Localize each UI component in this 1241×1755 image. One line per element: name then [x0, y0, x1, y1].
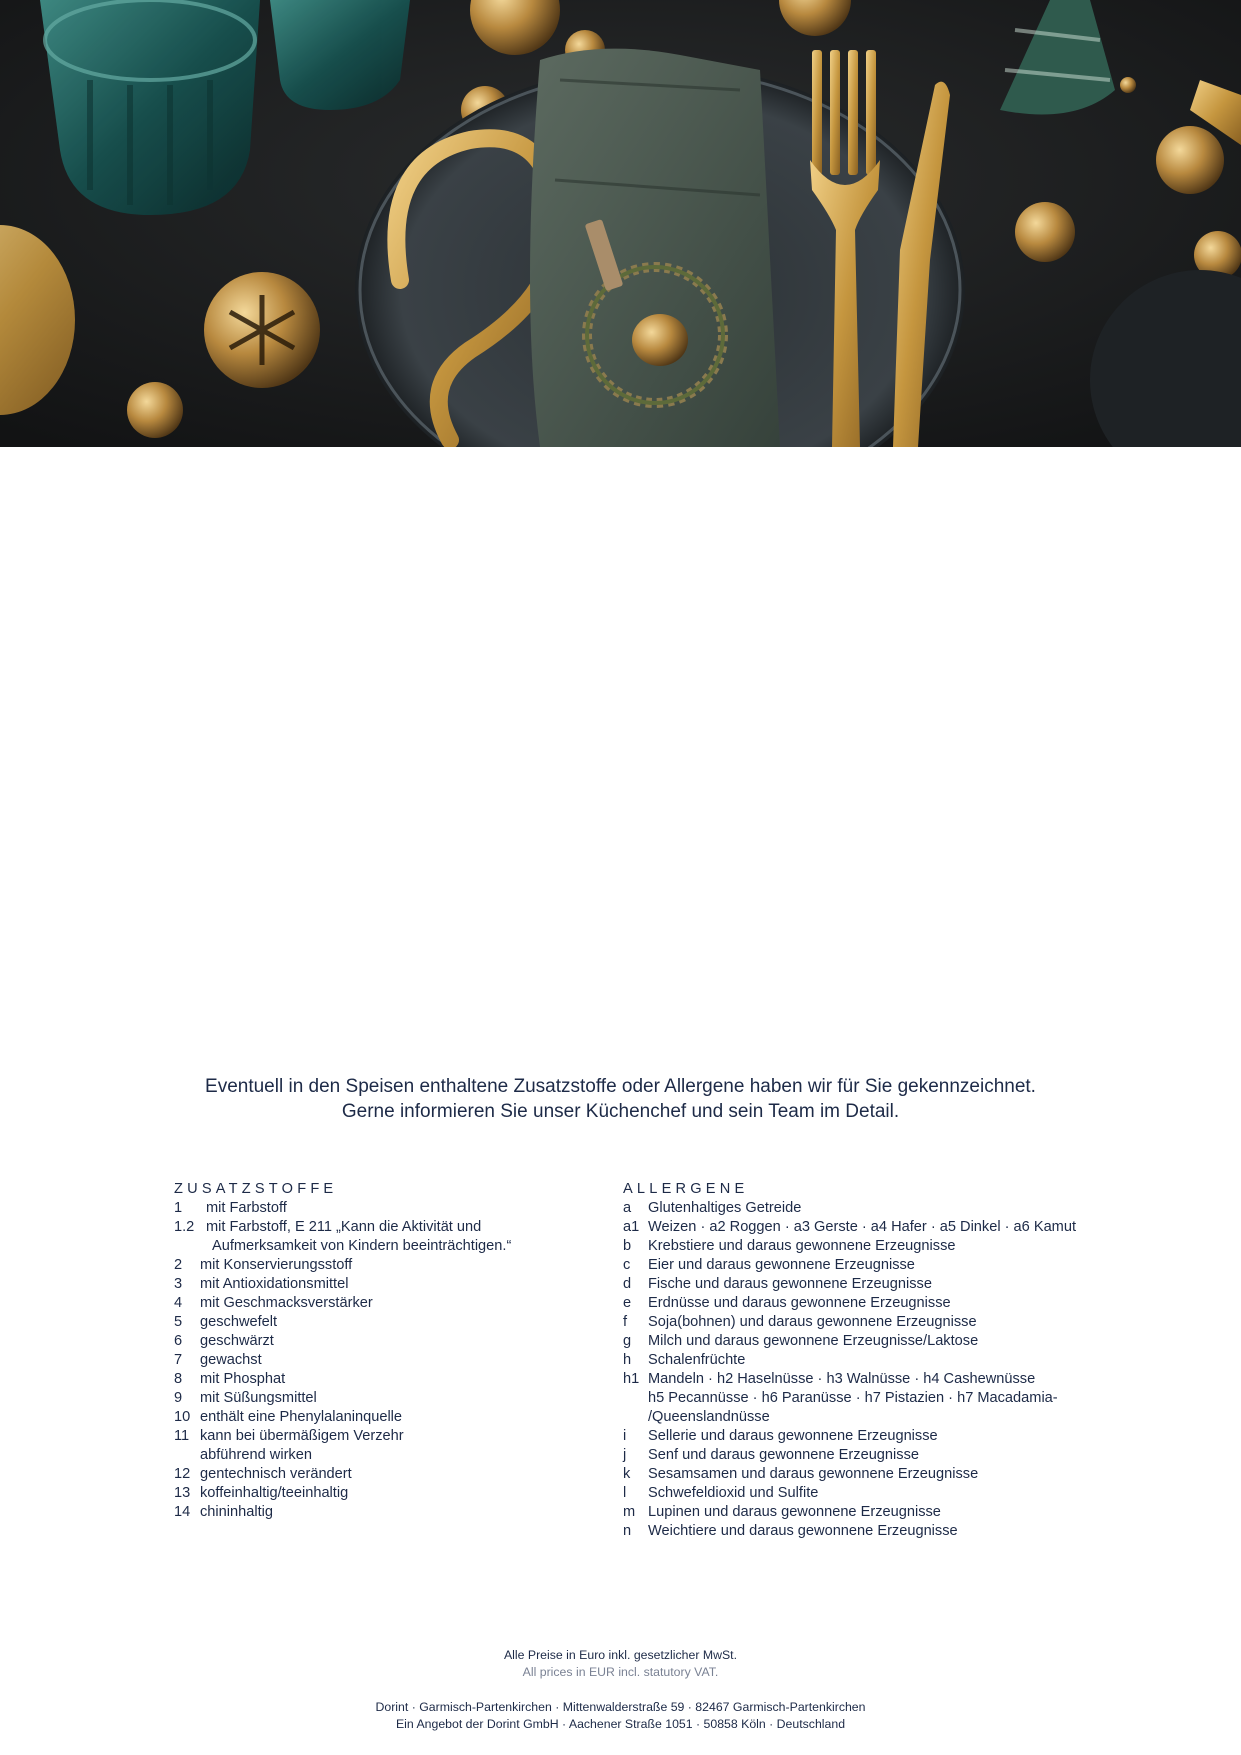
table-setting-illustration — [0, 0, 1241, 447]
item-text: Fische und daraus gewonnene Erzeugnisse — [648, 1276, 932, 1292]
item-text: Eier und daraus gewonnene Erzeugnisse — [648, 1257, 915, 1273]
item-text: mit Süßungsmittel — [200, 1390, 317, 1406]
item-text: chininhaltig — [200, 1504, 274, 1520]
item-code: j — [623, 1447, 627, 1463]
list-item — [623, 1332, 1093, 1351]
zusatzstoffe-list — [174, 1180, 604, 1522]
item-text: mit Antioxidationsmittel — [200, 1276, 349, 1292]
item-code: 10 — [174, 1409, 191, 1425]
item-text: Aufmerksamkeit von Kindern beeinträchtigen.“ — [212, 1238, 512, 1254]
item-text: gewachst — [200, 1352, 262, 1368]
list-item — [174, 1389, 604, 1408]
list-item — [174, 1370, 604, 1389]
item-text: Mandeln · h2 Haselnüsse · h3 Walnüsse · h4 Cashewnüsse — [648, 1371, 1036, 1387]
item-text: Krebstiere und daraus gewonnene Erzeugnisse — [648, 1238, 956, 1254]
item-text: mit Phosphat — [200, 1371, 286, 1387]
item-code: 13 — [174, 1485, 191, 1501]
list-item — [623, 1503, 1093, 1522]
item-code: 1.2 — [174, 1219, 195, 1235]
list-item — [623, 1370, 1093, 1389]
allergene-heading: ALLERGENE — [623, 1181, 749, 1197]
list-item — [623, 1389, 1093, 1408]
item-text: /Queenslandnüsse — [648, 1409, 770, 1425]
list-item — [174, 1446, 604, 1465]
list-item — [623, 1294, 1093, 1313]
list-item — [623, 1484, 1093, 1503]
list-item — [174, 1503, 604, 1522]
footer-company: Ein Angebot der Dorint GmbH · Aachener Straße 1051 · 50858 Köln · Deutschland — [395, 1717, 846, 1731]
item-code: k — [623, 1466, 631, 1482]
item-text: Weichtiere und daraus gewonnene Erzeugnisse — [648, 1523, 958, 1539]
item-code: c — [623, 1257, 631, 1273]
item-text: Schwefeldioxid und Sulfite — [648, 1485, 819, 1501]
list-item — [174, 1218, 604, 1237]
list-item — [623, 1313, 1093, 1332]
item-code: 2 — [174, 1257, 183, 1273]
list-item — [174, 1465, 604, 1484]
item-code: a — [623, 1200, 632, 1216]
item-code: e — [623, 1295, 632, 1311]
item-code — [623, 1389, 648, 1408]
item-code: d — [623, 1276, 632, 1292]
item-code: 8 — [174, 1371, 183, 1387]
hero-image — [0, 0, 1241, 447]
item-text: Milch und daraus gewonnene Erzeugnisse/Laktose — [648, 1333, 979, 1349]
item-text: mit Farbstoff — [206, 1200, 287, 1216]
footer-prices-de: Alle Preise in Euro inkl. gesetzlicher MwSt. — [503, 1648, 738, 1662]
footer-prices-en: All prices in EUR incl. statutory VAT. — [522, 1665, 719, 1679]
list-item — [623, 1351, 1093, 1370]
list-item — [174, 1332, 604, 1351]
list-item — [623, 1256, 1093, 1275]
list-item — [174, 1199, 604, 1218]
zusatzstoffe-heading: ZUSATZSTOFFE — [174, 1181, 338, 1197]
item-text: Weizen · a2 Roggen · a3 Gerste · a4 Hafer · a5 Dinkel · a6 Kamut — [648, 1219, 1077, 1235]
item-code: l — [623, 1485, 627, 1501]
list-item — [623, 1199, 1093, 1218]
item-text: Soja(bohnen) und daraus gewonnene Erzeugnisse — [648, 1314, 977, 1330]
item-text: geschwärzt — [200, 1333, 274, 1349]
item-text: Erdnüsse und daraus gewonnene Erzeugnisse — [648, 1295, 951, 1311]
item-code: m — [623, 1504, 636, 1520]
item-code: 6 — [174, 1333, 183, 1349]
item-code: 3 — [174, 1276, 183, 1292]
list-item — [623, 1522, 1093, 1541]
item-text: koffeinhaltig/teeinhaltig — [200, 1485, 349, 1501]
item-code: a1 — [623, 1219, 640, 1235]
list-item — [623, 1237, 1093, 1256]
item-code: h1 — [623, 1371, 640, 1387]
item-text: enthält eine Phenylalaninquelle — [200, 1409, 403, 1425]
list-item — [174, 1237, 604, 1256]
item-code: 7 — [174, 1352, 183, 1368]
list-item — [174, 1351, 604, 1370]
item-text: gentechnisch verändert — [200, 1466, 352, 1482]
item-code: i — [623, 1428, 627, 1444]
item-text: mit Konservierungsstoff — [200, 1257, 353, 1273]
list-item — [174, 1256, 604, 1275]
item-text: h5 Pecannüsse · h6 Paranüsse · h7 Pistazien · h7 Macadamia- — [648, 1390, 1058, 1406]
item-text: mit Farbstoff, E 211 „Kann die Aktivität und — [206, 1219, 482, 1235]
list-item — [623, 1427, 1093, 1446]
item-code: f — [623, 1314, 628, 1330]
list-item — [623, 1218, 1093, 1237]
item-text: mit Geschmacksverstärker — [200, 1295, 373, 1311]
list-item — [623, 1408, 1093, 1427]
item-text: abführend wirken — [200, 1447, 312, 1463]
item-code: 5 — [174, 1314, 183, 1330]
item-code — [174, 1237, 200, 1256]
item-text: Sellerie und daraus gewonnene Erzeugnisse — [648, 1428, 938, 1444]
item-text: kann bei übermäßigem Verzehr — [200, 1428, 404, 1444]
item-code — [623, 1408, 648, 1427]
list-item — [623, 1465, 1093, 1484]
item-code: 12 — [174, 1466, 191, 1482]
intro-text — [0, 1074, 1241, 1124]
intro-line-2: Gerne informieren Sie unser Küchenchef und sein Team im Detail. — [341, 1101, 900, 1122]
item-text: Senf und daraus gewonnene Erzeugnisse — [648, 1447, 919, 1463]
list-item — [174, 1484, 604, 1503]
footer-address: Dorint · Garmisch-Partenkirchen · Mittenwalderstraße 59 · 82467 Garmisch-Partenkirchen — [375, 1700, 866, 1714]
list-item — [174, 1427, 604, 1446]
list-item — [623, 1446, 1093, 1465]
item-code: g — [623, 1333, 632, 1349]
item-text: geschwefelt — [200, 1314, 278, 1330]
item-code — [174, 1446, 200, 1465]
item-code: 14 — [174, 1504, 191, 1520]
item-code: 9 — [174, 1390, 183, 1406]
intro-line-1: Eventuell in den Speisen enthaltene Zusatzstoffe oder Allergene haben wir für Sie gekennzeichnet. — [205, 1076, 1036, 1097]
list-item — [174, 1408, 604, 1427]
item-text: Sesamsamen und daraus gewonnene Erzeugnisse — [648, 1466, 979, 1482]
item-text: Schalenfrüchte — [648, 1352, 746, 1368]
list-item — [174, 1294, 604, 1313]
item-code: 1 — [174, 1200, 183, 1216]
allergene-list — [623, 1180, 1093, 1541]
item-code: 11 — [174, 1428, 190, 1444]
list-item — [623, 1275, 1093, 1294]
item-code: n — [623, 1523, 632, 1539]
item-text: Lupinen und daraus gewonnene Erzeugnisse — [648, 1504, 941, 1520]
item-text: Glutenhaltiges Getreide — [648, 1200, 802, 1216]
item-code: 4 — [174, 1295, 183, 1311]
list-item — [174, 1313, 604, 1332]
item-code: b — [623, 1238, 632, 1254]
item-code: h — [623, 1352, 632, 1368]
list-item — [174, 1275, 604, 1294]
